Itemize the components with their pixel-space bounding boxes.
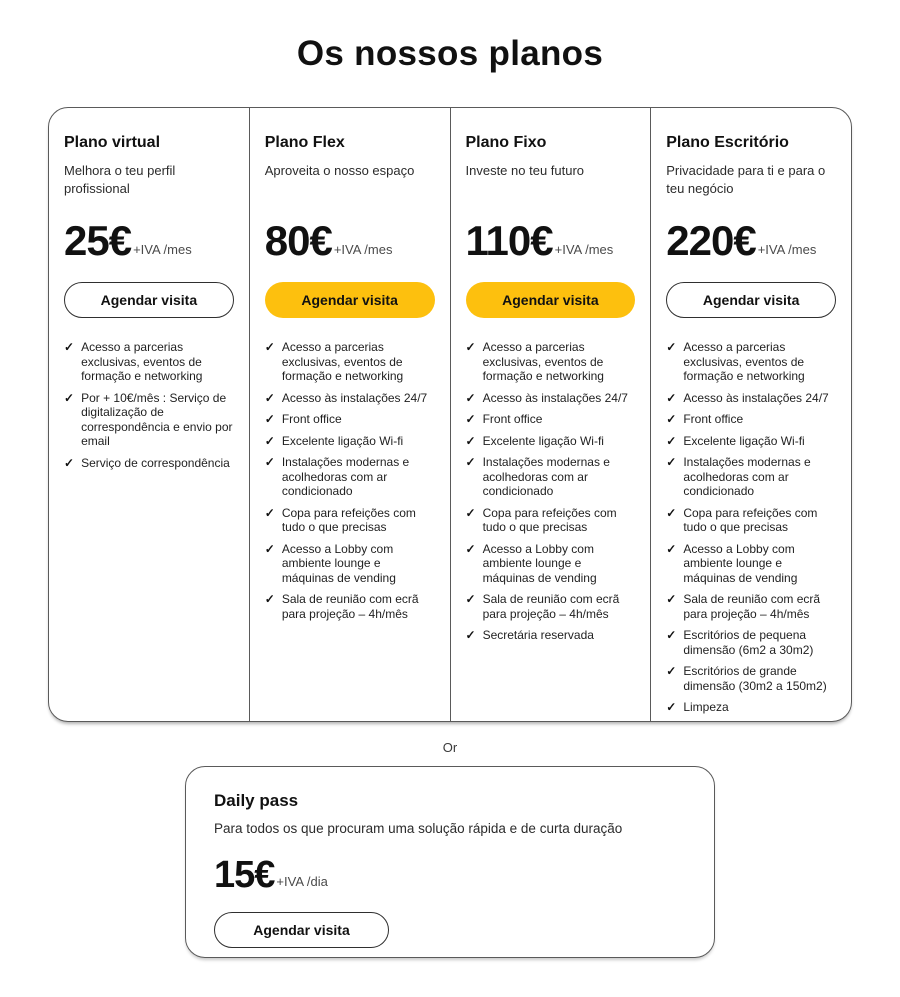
check-icon: ✓ — [64, 455, 75, 470]
feature-text: Acesso a Lobby com ambiente lounge e máquinas de vending — [482, 541, 597, 585]
feature-item — [666, 592, 836, 621]
check-icon: ✓ — [465, 433, 476, 448]
check-icon: ✓ — [264, 340, 275, 354]
agendar-visita-button[interactable]: Agendar visita — [666, 282, 836, 318]
check-icon: ✓ — [264, 455, 275, 469]
feature-text: Sala de reunião com ecrã para projeção – 4h/mês — [482, 592, 620, 621]
price-value: 80€ — [264, 217, 332, 264]
feature-item — [265, 592, 435, 621]
feature-text: Limpeza — [683, 700, 729, 714]
feature-item — [466, 391, 636, 406]
plan-card — [49, 108, 250, 721]
check-icon: ✓ — [666, 505, 677, 520]
check-icon: ✓ — [465, 628, 476, 642]
check-icon: ✓ — [666, 340, 677, 354]
check-icon: ✓ — [465, 412, 476, 426]
check-icon: ✓ — [264, 433, 275, 448]
feature-item — [64, 340, 234, 384]
plan-card — [250, 108, 451, 721]
check-icon: ✓ — [666, 455, 677, 469]
feature-text: Acesso a parcerias exclusivas, eventos de formação e networking — [683, 340, 805, 383]
plan-price — [666, 214, 836, 262]
check-icon: ✓ — [666, 664, 677, 678]
daily-pass-name: Daily pass — [214, 791, 299, 810]
feature-item — [466, 628, 636, 643]
feature-item — [265, 434, 435, 449]
feature-text: Escritórios de pequena dimensão (6m2 a 30m2) — [683, 628, 814, 657]
feature-text: Acesso a parcerias exclusivas, eventos de formação e networking — [281, 340, 404, 383]
feature-item — [466, 455, 636, 499]
feature-item — [265, 455, 435, 499]
feature-text: Acesso às instalações 24/7 — [683, 390, 829, 405]
daily-pass-tagline: Para todos os que procuram uma solução rápida e de curta duração — [214, 821, 623, 836]
feature-item — [265, 340, 435, 384]
feature-text: Front office — [482, 412, 543, 426]
feature-item — [466, 506, 636, 535]
check-icon: ✓ — [264, 412, 275, 426]
feature-item — [666, 664, 836, 693]
check-icon: ✓ — [666, 390, 677, 405]
feature-text: Instalações modernas e acolhedoras com ar condicionado — [482, 455, 610, 498]
agendar-visita-button[interactable]: Agendar visita — [64, 282, 234, 318]
agendar-visita-button[interactable]: Agendar visita — [265, 282, 435, 318]
feature-text: Acesso a Lobby com ambiente lounge e máquinas de vending — [281, 541, 396, 585]
feature-text: Acesso às instalações 24/7 — [482, 390, 628, 405]
feature-text: Acesso às instalações 24/7 — [281, 390, 428, 405]
plan-price — [265, 214, 435, 262]
feature-item — [466, 542, 636, 586]
check-icon: ✓ — [64, 390, 75, 405]
feature-text: Acesso a Lobby com ambiente lounge e máquinas de vending — [683, 541, 798, 585]
price-value: 110€ — [465, 217, 553, 264]
daily-pass-price — [214, 852, 686, 894]
check-icon: ✓ — [666, 628, 677, 642]
plan-tagline: Privacidade para ti e para o teu negócio — [666, 163, 826, 196]
check-icon: ✓ — [465, 505, 476, 520]
feature-text: Sala de reunião com ecrã para projeção – 4h/mês — [683, 592, 821, 621]
feature-item — [466, 412, 636, 427]
check-icon: ✓ — [64, 340, 75, 354]
plan-name: Plano Escritório — [666, 134, 789, 151]
daily-pass-card — [185, 766, 715, 958]
plan-name: Plano virtual — [64, 134, 161, 151]
check-icon: ✓ — [666, 433, 677, 448]
check-icon: ✓ — [465, 541, 476, 556]
feature-list — [466, 340, 636, 643]
feature-text: Copa para refeições com tudo o que precisas — [281, 505, 416, 534]
feature-item — [466, 592, 636, 621]
price-value: 220€ — [666, 217, 756, 264]
page-title: Os nossos planos — [296, 34, 604, 73]
feature-list — [666, 340, 836, 715]
feature-item — [64, 456, 234, 471]
price-suffix: +IVA /mes — [554, 242, 614, 257]
feature-item — [64, 391, 234, 449]
agendar-visita-button[interactable]: Agendar visita — [214, 912, 389, 948]
check-icon: ✓ — [666, 700, 677, 714]
feature-item — [466, 434, 636, 449]
feature-text: Copa para refeições com tudo o que precisas — [482, 505, 617, 534]
feature-text: Sala de reunião com ecrã para projeção – 4h/mês — [281, 592, 419, 621]
plans-container — [48, 107, 852, 722]
feature-item — [666, 700, 836, 715]
feature-list — [64, 340, 234, 470]
plan-tagline: Aproveita o nosso espaço — [264, 163, 415, 178]
check-icon: ✓ — [666, 592, 677, 606]
feature-text: Excelente ligação Wi-fi — [482, 433, 604, 448]
plan-name: Plano Fixo — [465, 134, 547, 151]
price-suffix: +IVA /dia — [276, 874, 328, 889]
price-suffix: +IVA /mes — [757, 242, 817, 257]
feature-text: Instalações modernas e acolhedoras com ar condicionado — [683, 455, 811, 498]
plan-card — [651, 108, 851, 721]
check-icon: ✓ — [264, 390, 275, 405]
feature-item — [666, 455, 836, 499]
price-suffix: +IVA /mes — [133, 242, 192, 257]
feature-text: Front office — [683, 412, 744, 426]
check-icon: ✓ — [666, 412, 677, 426]
price-value: 25€ — [64, 217, 132, 264]
feature-text: Front office — [281, 412, 342, 426]
feature-text: Serviço de correspondência — [81, 455, 230, 470]
plan-tagline: Melhora o teu perfil profissional — [64, 163, 176, 196]
feature-text: Escritórios de grande dimensão (30m2 a 150m2) — [683, 664, 827, 693]
plan-price — [64, 214, 234, 262]
feature-text: Secretária reservada — [482, 628, 594, 642]
feature-item — [666, 412, 836, 427]
check-icon: ✓ — [264, 592, 275, 606]
plan-tagline: Investe no teu futuro — [465, 163, 585, 178]
feature-item — [666, 628, 836, 657]
feature-item — [265, 412, 435, 427]
price-suffix: +IVA /mes — [333, 242, 393, 257]
agendar-visita-button[interactable]: Agendar visita — [466, 282, 636, 318]
feature-item — [265, 506, 435, 535]
feature-item — [265, 391, 435, 406]
plan-card — [451, 108, 652, 721]
feature-text: Excelente ligação Wi-fi — [281, 433, 404, 448]
feature-item — [265, 542, 435, 586]
feature-text: Por + 10€/mês : Serviço de digitalização de correspondência e envio por email — [81, 390, 233, 448]
plan-price — [466, 214, 636, 262]
feature-item — [666, 542, 836, 586]
feature-item — [666, 506, 836, 535]
feature-item — [666, 391, 836, 406]
feature-text: Acesso a parcerias exclusivas, eventos de formação e networking — [81, 340, 203, 383]
check-icon: ✓ — [465, 390, 476, 405]
feature-item — [666, 340, 836, 384]
price-value: 15€ — [214, 854, 275, 896]
feature-text: Instalações modernas e acolhedoras com ar condicionado — [281, 455, 410, 498]
feature-text: Excelente ligação Wi-fi — [683, 433, 805, 448]
check-icon: ✓ — [264, 505, 275, 520]
feature-item — [666, 434, 836, 449]
or-separator-label: Or — [442, 740, 458, 755]
feature-list — [265, 340, 435, 621]
plan-name: Plano Flex — [264, 134, 345, 151]
check-icon: ✓ — [465, 455, 476, 469]
check-icon: ✓ — [264, 541, 275, 556]
check-icon: ✓ — [465, 592, 476, 606]
feature-text: Copa para refeições com tudo o que precisas — [683, 505, 818, 534]
feature-text: Acesso a parcerias exclusivas, eventos de formação e networking — [482, 340, 604, 383]
check-icon: ✓ — [666, 541, 677, 556]
check-icon: ✓ — [465, 340, 476, 354]
feature-item — [466, 340, 636, 384]
